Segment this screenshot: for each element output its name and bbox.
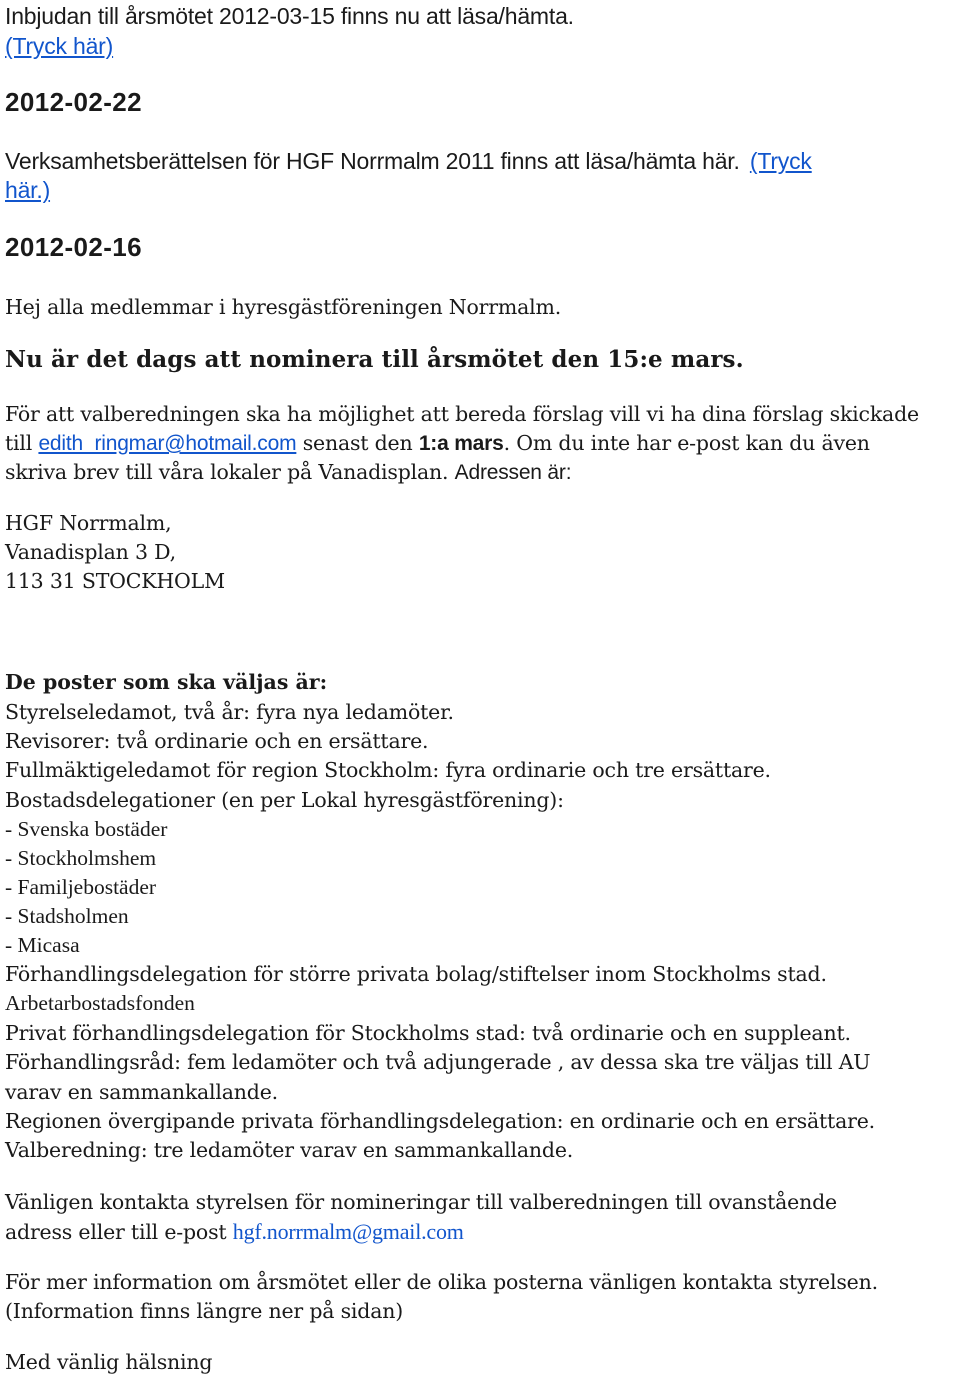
delegation-item-5: - Micasa <box>5 933 80 957</box>
invite-text: Inbjudan till årsmötet 2012-03-15 finns nu att läsa/hämta. <box>5 3 574 29</box>
invite-link[interactable]: (Tryck här) <box>5 33 114 59</box>
post-line-8: Förhandlingsråd: fem ledamöter och två adjungerade , av dessa ska tre väljas till AU <box>5 1050 871 1074</box>
address-line-2: Vanadisplan 3 D, <box>5 540 176 564</box>
para-rest: . Om du inte har e-post kan du även <box>503 431 870 455</box>
nomination-para-line2 <box>5 431 870 456</box>
address-line-3: 113 31 STOCKHOLM <box>5 569 225 593</box>
info-line-2: (Information finns längre ner på sidan) <box>5 1299 404 1323</box>
contact-line-2 <box>5 1219 464 1245</box>
para-line3-text: skriva brev till våra lokaler på Vanadisplan. <box>5 460 449 484</box>
date-heading-2012-02-22: 2012-02-22 <box>5 87 142 117</box>
post-line-3: Fullmäktigeledamot för region Stockholm: fyra ordinarie och tre ersättare. <box>5 758 771 782</box>
contact-line-2-prefix: adress eller till e-post <box>5 1220 227 1244</box>
address-line-1: HGF Norrmalm, <box>5 511 172 535</box>
annual-report-link-part2[interactable]: här.) <box>5 177 51 203</box>
para-address-intro: Adressen är: <box>454 461 572 484</box>
post-line-4: Bostadsdelegationer (en per Lokal hyresgästförening): <box>5 788 564 812</box>
para-senast: senast den <box>302 431 413 455</box>
contact-line-1: Vänligen kontakta styrelsen för nomineringar till valberedningen till ovanstående <box>5 1190 837 1214</box>
closing: Med vänlig hälsning <box>5 1350 213 1374</box>
para-deadline: 1:a mars <box>418 432 504 455</box>
delegation-item-4: - Stadsholmen <box>5 904 129 928</box>
nomination-headline: Nu är det dags att nominera till årsmötet den 15:e mars. <box>5 346 744 373</box>
email-link-hgf[interactable]: hgf.norrmalm@gmail.com <box>232 1219 464 1244</box>
post-line-2: Revisorer: två ordinarie och en ersättare. <box>5 729 429 753</box>
post-line-1: Styrelseledamot, två år: fyra nya ledamöter. <box>5 700 454 724</box>
delegation-item-1: - Svenska bostäder <box>5 817 168 841</box>
post-line-9: varav en sammankallande. <box>5 1080 278 1104</box>
annual-report-label: Verksamhetsberättelsen för HGF Norrmalm 2011 finns att läsa/hämta här. <box>5 148 740 174</box>
post-line-7: Privat förhandlingsdelegation för Stockholms stad: två ordinarie och en suppleant. <box>5 1021 851 1045</box>
info-line-1: För mer information om årsmötet eller de olika posterna vänligen kontakta styrelsen. <box>5 1270 878 1294</box>
posts-heading: De poster som ska väljas är: <box>5 670 328 694</box>
delegation-item-3: - Familjebostäder <box>5 875 157 899</box>
post-line-11: Valberedning: tre ledamöter varav en sammankallande. <box>5 1138 574 1162</box>
post-line-5: Förhandlingsdelegation för större privata bolag/stiftelser inom Stockholms stad. <box>5 962 827 986</box>
email-link-edith[interactable]: edith_ringmar@hotmail.com <box>38 432 297 455</box>
greeting: Hej alla medlemmar i hyresgästföreningen Norrmalm. <box>5 295 562 319</box>
date-heading-2012-02-16: 2012-02-16 <box>5 232 142 262</box>
annual-report-text <box>5 148 812 175</box>
post-line-10: Regionen övergipande privata förhandlingsdelegation: en ordinarie och en ersättare. <box>5 1109 875 1133</box>
annual-report-link-part1[interactable]: (Tryck <box>749 148 812 174</box>
para-till: till <box>5 431 33 455</box>
delegation-item-2: - Stockholmshem <box>5 846 157 870</box>
post-line-6: Arbetarbostadsfonden <box>5 991 195 1015</box>
nomination-para-line3 <box>5 460 571 485</box>
nomination-para-line1: För att valberedningen ska ha möjlighet att bereda förslag vill vi ha dina förslag skickade <box>5 402 919 426</box>
